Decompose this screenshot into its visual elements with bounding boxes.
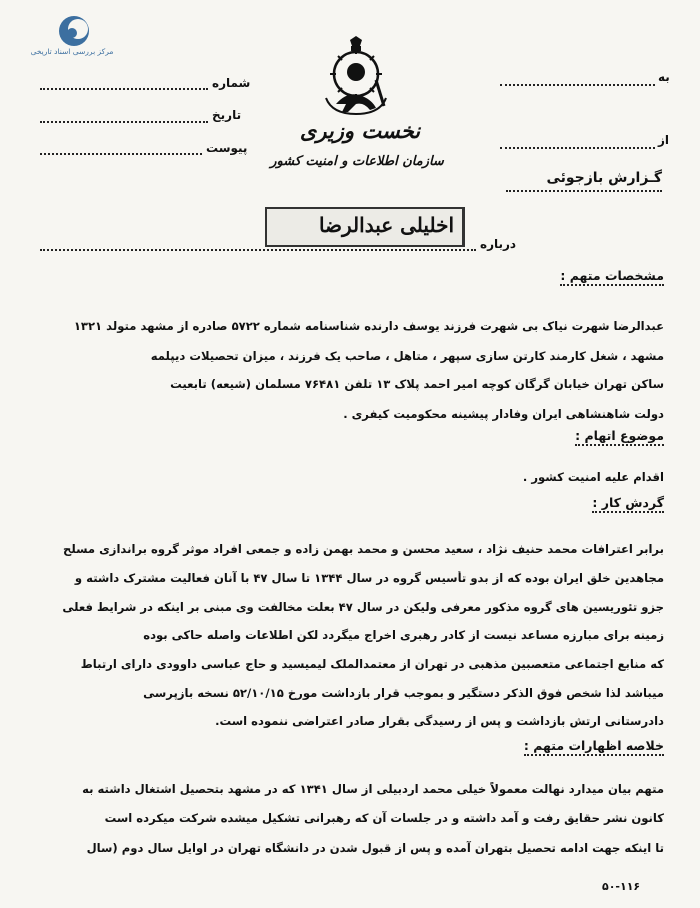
archive-logo-icon	[54, 14, 94, 48]
field-number-label: شماره	[212, 76, 251, 90]
summary-heading: گردش کار :	[592, 495, 664, 513]
ministry-title: نخست وزیری	[299, 118, 421, 143]
accused-line-4: دولت شاهنشاهی ایران وفادار پیشینه محکومیت کیفری .	[343, 407, 664, 421]
accused-heading: مشخصات متهم :	[560, 268, 664, 286]
summary-line-6: میباشد لذا شخص فوق الذکر دستگیر و بموجب قرار بازداشت مورخ ۵۲/۱۰/۱۵ نسخه بازپرسی	[143, 686, 664, 700]
field-from-label: از	[658, 133, 670, 147]
statements-line-2: کانون نشر حقایق رفت و آمد داشته و در جلسات آن که رهبرانی تشکیل میشده شرکت میکرده است	[104, 811, 664, 825]
report-title: گـزارش بازجوئی	[546, 170, 662, 186]
summary-line-5: که منابع اجتماعی متعصبین مذهبی در تهران از معتمدالملک لیمیسید و حاج عباسی داوودی دارای ارتباط	[80, 657, 664, 671]
accused-line-3: ساکن تهران خیابان گرگان کوچه امیر احمد پلاک ۱۳ تلفن ۷۶۴۸۱ مسلمان (شیعه) تابعیت	[170, 377, 664, 391]
summary-line-7: دادرستانی ارتش بازداشت و پس از رسیدگی بقرار صادر اعتراضی ننموده است.	[215, 714, 664, 728]
field-number-line	[40, 88, 208, 90]
field-to-label: به	[658, 70, 670, 84]
accused-line-1: عبدالرضا شهرت نیاک بی شهرت فرزند یوسف دارنده شناسنامه شماره ۵۷۲۲ صادره از مشهد متولد ۱۳۲۱	[73, 319, 664, 333]
statements-line-1: متهم بیان میدارد نهالت معمولاً خیلی محمد اردبیلی از سال ۱۳۴۱ که در مشهد بتحصیل اشتغال داشته به	[82, 782, 664, 796]
accused-line-2: مشهد ، شغل کارمند کارتن سازی سپهر ، متاهل ، صاحب یک فرزند ، میزان تحصیلات دیپلمه	[150, 349, 664, 363]
statements-heading: خلاصه اظهارات متهم :	[524, 738, 664, 756]
watermark-logo	[22, 14, 122, 58]
field-to-line	[500, 84, 655, 86]
summary-line-3: جزو تئوریسین های گروه مذکور معرفی ولیکن در سال ۴۷ بعلت مخالفت وی مبنی بر اینکه در شرایط فعلی	[62, 600, 664, 614]
charge-heading: موضوع اتهام :	[575, 428, 664, 446]
lion-and-sun-emblem-icon	[318, 36, 394, 116]
stamp-text: اخلیلی عبدالرضا	[318, 213, 454, 237]
report-title-underline	[506, 190, 662, 192]
field-attachment-label: پیوست	[206, 141, 248, 155]
field-from-line	[500, 147, 655, 149]
field-date-label: تاریخ	[212, 108, 242, 122]
field-date-line	[40, 121, 208, 123]
subject-label: درباره	[480, 237, 517, 251]
field-attachment-line	[40, 153, 202, 155]
summary-line-4: زمینه برای مبارزه مساعد نیست از کادر رهبری اخراج میگردد لکن اطلاعات واصله حاکی بوده	[143, 628, 664, 642]
page-code: ۵۰-۱۱۶	[602, 880, 641, 893]
summary-line-2: مجاهدین خلق ایران بوده که از بدو تأسیس گروه در سال ۱۳۴۴ تا سال ۴۷ با آنان فعالیت مشترک داشته و	[74, 571, 664, 585]
summary-line-1: برابر اعترافات محمد حنیف نژاد ، سعید محسن و محمد بهمن زاده و جمعی افراد موثر گروه براندازی مسلح	[63, 542, 664, 556]
subject-line	[40, 249, 476, 251]
name-stamp	[265, 207, 465, 247]
statements-line-3: تا اینکه جهت ادامه تحصیل بتهران آمده و پس از قبول شدن در دانشگاه تهران در اوایل سال دوم (سال	[86, 841, 664, 855]
organization-name: سازمان اطلاعات و امنیت کشور	[270, 154, 444, 169]
watermark-text: مرکز بررسی اسناد تاریخی	[30, 47, 114, 56]
charge-text: اقدام علیه امنیت کشور .	[522, 470, 664, 484]
